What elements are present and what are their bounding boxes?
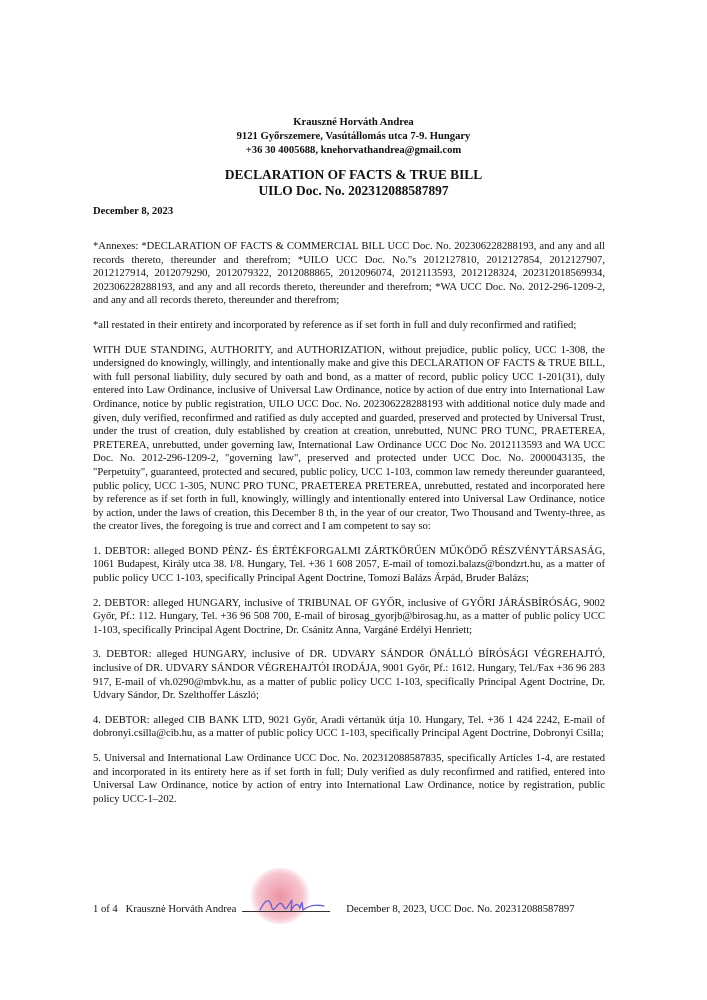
sender-address: 9121 Győrszemere, Vasútállomás utca 7-9. Hungary xyxy=(236,131,471,142)
footer-name: Krausznė Horváth Andrea xyxy=(125,904,237,915)
title-line-1: DECLARATION OF FACTS & TRUE BILL xyxy=(224,167,483,182)
footer-reference: December 8, 2023, UCC Doc. No. 202312088587897 xyxy=(346,904,575,915)
debtor-4-paragraph: 4. DEBTOR: alleged CIB BANK LTD, 9021 Győr, Aradi vértanúk útja 10. Hungary, Tel. +36 1 424 2242, E-mail of dobronyi.csilla@cib.hu, as a matter of public policy UCC 1-103, specifically Principal Agent Doctrine, Dobronyi Csilla; xyxy=(93,714,605,740)
debtor-2-paragraph: 2. DEBTOR: alleged HUNGARY, inclusive of TRIBUNAL OF GYŐR, inclusive of GYŐRI JÁRÁSBÍRÓSÁG, 9002 Győr, Pf.: 112. Hungary, Tel. +36 96 508 700, E-mail of birosag_gyorjb@birosag.hu, as a matter of public policy UCC 1-103, specifically Principal Agent Doctrine, Dr. Csánitz Anna, Vargáné Erdélyi Henriett; xyxy=(93,597,605,636)
document-date: December 8, 2023 xyxy=(93,206,174,217)
sender-name: Krauszné Horváth Andrea xyxy=(293,117,414,128)
signature-line xyxy=(242,901,330,912)
debtor-1-paragraph: 1. DEBTOR: alleged BOND PÉNZ- ÉS ÉRTÉKFORGALMI ZÁRTKÖRŰEN MŰKÖDŐ RÉSZVÉNYTÁRSASÁG, 1061 Budapest, Király utca 38. I/8. Hungary, Tel. +36 1 608 2057, E-mail of tomozi.balazs@bondzrt.hu, as a matter of public policy UCC 1-103, specifically Principal Agent Doctrine, Tomozi Balázs Árpád, Bruder Balázs; xyxy=(93,545,605,585)
page-footer xyxy=(93,901,605,916)
sender-contact: +36 30 4005688, knehorvathandrea@gmail.com xyxy=(245,145,462,156)
page-number: 1 of 4 xyxy=(93,904,118,915)
restated-paragraph: *all restated in their entirety and incorporated by reference as if set forth in full and duly reconfirmed and ratified; xyxy=(93,319,577,331)
title-line-2: UILO Doc. No. 202312088587897 xyxy=(258,183,449,198)
letterhead xyxy=(0,116,707,158)
document-body xyxy=(93,240,605,817)
annexes-paragraph: *Annexes: *DECLARATION OF FACTS & COMMERCIAL BILL UCC Doc. No. 202306228288193, and any and all records thereto, thereunder and therefrom; *UILO UCC Doc. No."s 2012127810, 2012127854, 2012127907, 2012127914, 2012079290, 2012079322, 2012088865, 2012096074, 2012113593, 2012128324, 202312018569934, 202306228288193, and any and all records thereto, thereunder and therefrom; *WA UCC Doc. No. 2012-296-1209-2, and any and all records thereto, thereunder and therefrom; xyxy=(93,241,605,307)
article-5-paragraph: 5. Universal and International Law Ordinance UCC Doc. No. 202312088587835, specifically Articles 1-4, are restated and incorporated in its entirety here as if set forth in full; Duly verified as duly reconfirmed and ratified, entered into Universal Law Ordinance, notice by action of entry into International Law Ordinance, notice by registration, public policy UCC-1–202. xyxy=(93,753,605,805)
declaration-paragraph: WITH DUE STANDING, AUTHORITY, and AUTHORIZATION, without prejudice, public policy, UCC 1-308, the undersigned do knowingly, willingly, and intentionally make and give this DECLARATION OF FACTS & TRUE BILL, with full personal liability, duly secured by oath and bond, as a matter of record, public policy UCC 1-201(31), duly entered into Law Ordinance, inclusive of Universal Law Ordinance, notice by action of due entry into International Law Ordinance, notice by public registration, UILO UCC Doc. No. 202306228288193 with additional notice duly made and given, duly verified, reconfirmed and ratified as duly accepted and guarded, preserved and protected by Universal Trust, under the trust of creation, duly established by creation at creation, unrebutted, NUNC PRO TUNC, PRAETEREA, PRETEREA, unrebutted, under governing law, International Law Ordinance UCC Doc No. 2012113593 and WA UCC Doc. No. 2012-296-1209-2, "governing law", preserved and protected under UCC Doc. No. 2000043135, the "Perpetuity", guaranteed, protected and secured, public policy, UCC 1-103, common law remedy thereunder guaranteed, public policy, UCC 1-305, NUNC PRO TUNC, PRAETEREA PRETEREA, unrebutted, restated and incorporated here by reference as if set forth in full, knowingly, willingly and intentionally entered into Universal Law Ordinance, notice by action, under the laws of creation, this December 8 th, in the year of our creator, Two Thousand and Twenty-three, as the creator lives, the foregoing is true and correct and I am competent to say so: xyxy=(93,344,605,533)
debtor-3-paragraph: 3. DEBTOR: alleged HUNGARY, inclusive of DR. UDVARY SÁNDOR ÖNÁLLÓ BÍRÓSÁGI VÉGREHAJTÓ, inclusive of DR. UDVARY SÁNDOR VÉGREHAJTÓI IRODÁJA, 9001 Győr, Pf.: 1612. Hungary, Tel./Fax +36 96 283 917, E-mail of vh.0290@mbvk.hu, as a matter of public policy UCC 1-103, specifically Principal Agent Doctrine, Dr. Udvary Sándor, Dr. Szelthoffer László; xyxy=(93,649,605,702)
document-title xyxy=(0,167,707,199)
